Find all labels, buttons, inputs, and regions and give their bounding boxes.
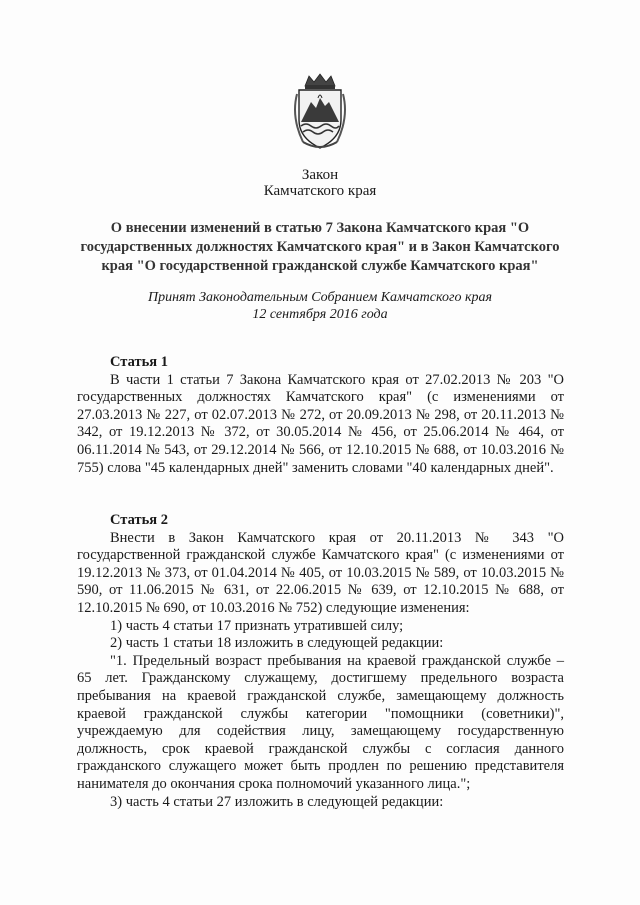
article-2-item-1: 1) часть 4 статьи 17 признать утратившей силу;: [110, 617, 404, 634]
article-2-heading: Статья 2: [110, 512, 168, 528]
law-type-heading: Закон: [301, 167, 339, 183]
article-2-intro: Внести в Закон Камчатского края от 20.11.2013 № 343 "О государственной гражданской службе Камчатского края" (с изменениями от 19.12.2013 № 373, от 01.04.2014 № 405, от 10.03.2015 № 589, от 10.03.2015 № 590, от 11.06.2015 № 631, от 22.06.2015 № 639, от 12.10.2015 № 688, от 12.10.2015 № 690, от 10.03.2016 № 752) следующие изменения:: [77, 529, 564, 616]
article-2-item-3: 3) часть 4 статьи 27 изложить в следующей редакции:: [110, 793, 444, 810]
adoption-note: [80, 289, 560, 323]
article-2: [77, 512, 564, 811]
article-1-heading: Статья 1: [110, 354, 168, 370]
adoption-body: Принят Законодательным Собранием Камчатского края: [147, 290, 493, 305]
article-2-item-2: 2) часть 1 статьи 18 изложить в следующей редакции:: [110, 635, 444, 652]
article-1: [77, 354, 564, 477]
article-2-quote: "1. Предельный возраст пребывания на краевой гражданской службе – 65 лет. Гражданскому служащему, достигшему предельного возраста пребывания на краевой гражданской службе, замещающему должность краевой гражданской службы категории "помощники (советники)", учреждаемую для содействия лицу, замещающему государственную должность, срок краевой гражданской службы с согласия данного гражданского служащего может быть продлен по решению представителя нанимателя до окончания срока полномочий указанного лица.";: [77, 652, 564, 792]
law-region-heading: Камчатского края: [263, 183, 377, 199]
adoption-date: 12 сентября 2016 года: [252, 307, 388, 322]
kamchatka-coat-of-arms-emblem: [289, 72, 351, 152]
law-title: О внесении изменений в статью 7 Закона Камчатского края "О государственных должностях Камчатского края" и в Закон Камчатского края "О государственной гражданской службе Камчатского края": [80, 220, 560, 274]
article-1-text: В части 1 статьи 7 Закона Камчатского края от 27.02.2013 № 203 "О государственных должностях Камчатского края" (с изменениями от 27.03.2013 № 227, от 02.07.2013 № 272, от 20.09.2013 № 298, от 20.11.2013 № 342, от 19.12.2013 № 372, от 30.05.2014 № 456, от 25.06.2014 № 464, от 06.11.2014 № 543, от 29.12.2014 № 566, от 12.10.2015 № 688, от 10.03.2016 № 755) слова "45 календарных дней" заменить словами "40 календарных дней".: [77, 371, 564, 476]
